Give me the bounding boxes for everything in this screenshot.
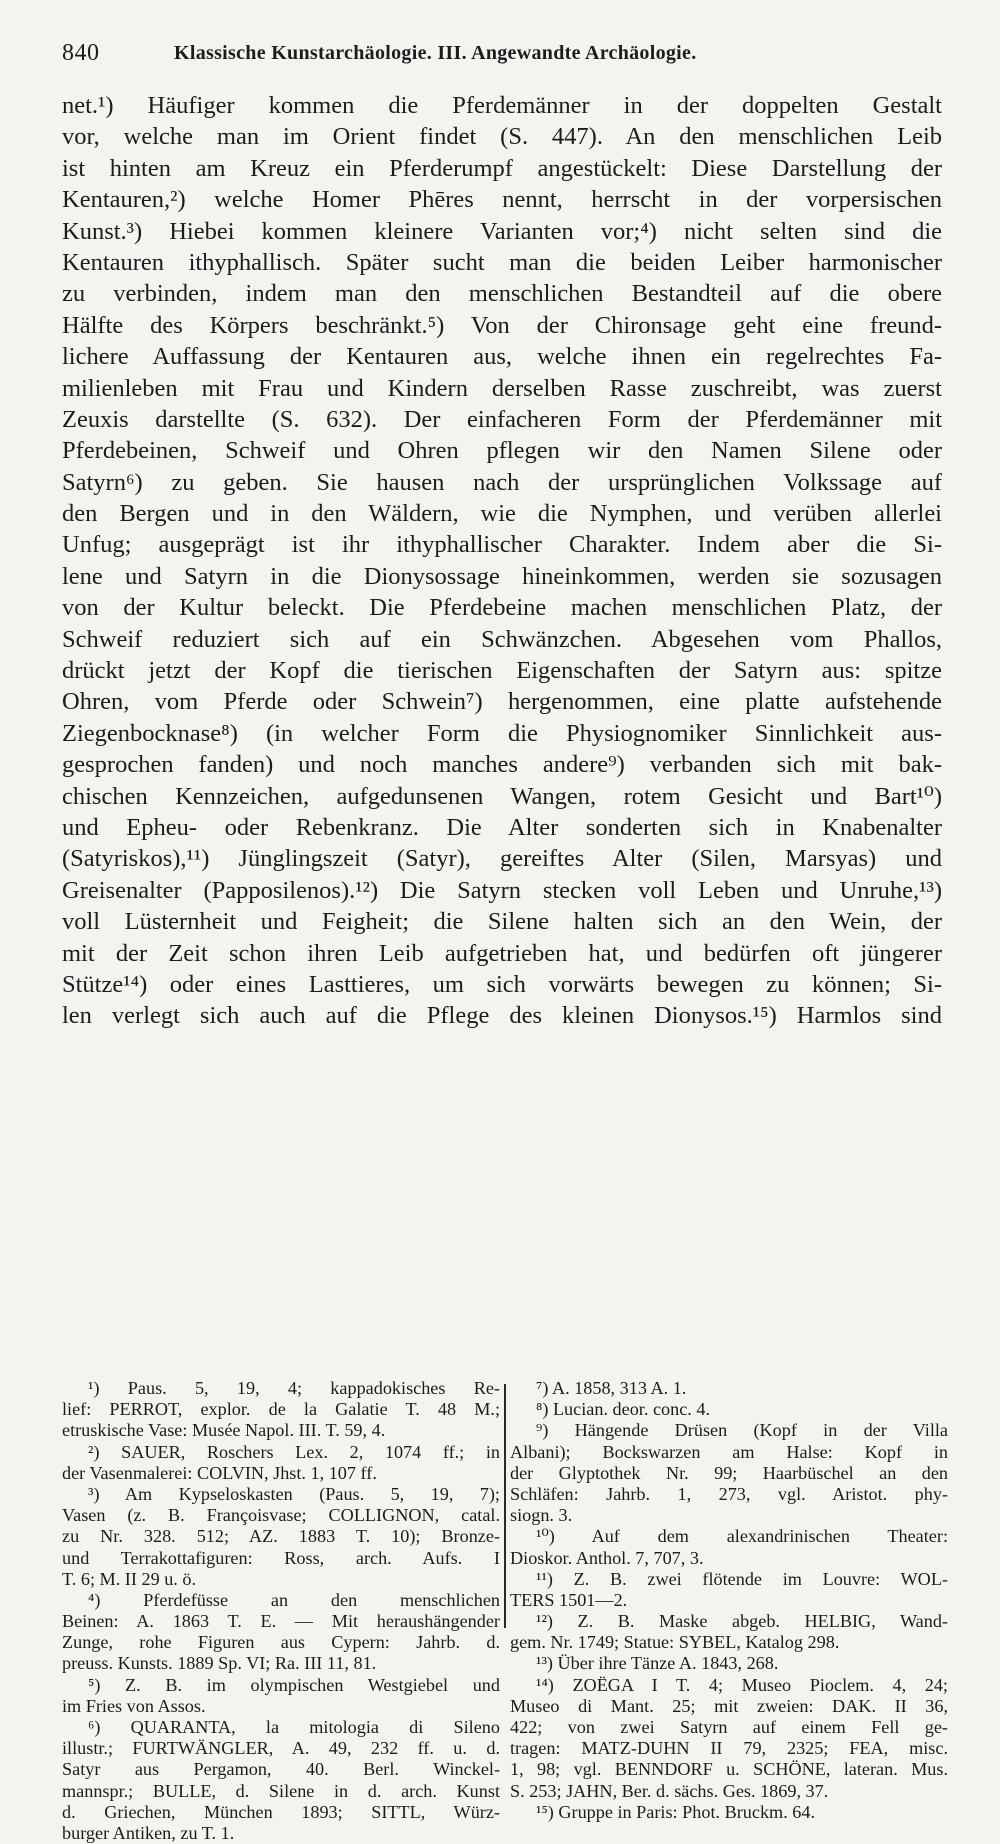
footnotes: [62, 1378, 948, 1843]
text-line: Greisenalter (Papposilenos).¹²) Die Satyrn stecken voll Leben und Unruhe,¹³): [62, 876, 942, 904]
footnote-line: ⁸) Lucian. deor. conc. 4.: [536, 1399, 711, 1420]
footnote-line: gem. Nr. 1749; Statue: SYBEL, Katalog 298.: [510, 1632, 840, 1653]
text-line: zu verbinden, indem man den menschlichen Bestandteil auf die obere: [62, 280, 942, 308]
text-line: chischen Kennzeichen, aufgedunsenen Wangen, rotem Gesicht und Bart¹⁰): [62, 782, 942, 810]
footnote-line: siogn. 3.: [510, 1505, 573, 1526]
footnote-line: ¹⁵) Gruppe in Paris: Phot. Bruckm. 64.: [536, 1801, 816, 1822]
text-line: drückt jetzt der Kopf die tierischen Eigenschaften der Satyrn aus: spitze: [62, 657, 942, 685]
page-header: [62, 32, 940, 76]
footnote-line: zu Nr. 328. 512; AZ. 1883 T. 10); Bronze-: [62, 1526, 500, 1547]
footnote-line: Beinen: A. 1863 T. E. — Mit heraushängender: [62, 1611, 500, 1632]
footnote-line: der Glyptothek Nr. 99; Haarbüschel an den: [510, 1462, 948, 1483]
footnote-line: illustr.; FURTWÄNGLER, A. 49, 232 ff. u. d.: [62, 1738, 500, 1759]
page-number: 840: [62, 40, 100, 66]
footnote-line: T. 6; M. II 29 u. ö.: [62, 1568, 197, 1589]
text-line: len verlegt sich auch auf die Pflege des kleinen Dionysos.¹⁵) Harmlos sind: [62, 1002, 942, 1030]
text-line: (Satyriskos),¹¹) Jünglingszeit (Satyr), gereiftes Alter (Silen, Marsyas) und: [62, 845, 942, 873]
text-line: gesprochen fanden) und noch manches andere⁹) verbanden sich mit bak-: [62, 751, 942, 779]
text-line: net.¹) Häufiger kommen die Pferdemänner in der doppelten Gestalt: [62, 92, 942, 119]
text-line: Kentauren,²) welche Homer Phēres nennt, herrscht in der vorpersischen: [62, 186, 942, 214]
text-line: milienleben mit Frau und Kindern derselben Rasse zuschreibt, was zuerst: [62, 374, 942, 402]
text-line: Stütze¹⁴) oder eines Lasttieres, um sich vorwärts bewegen zu können; Si-: [62, 970, 942, 998]
footnote-line: ⁵) Z. B. im olympischen Westgiebel und: [88, 1674, 500, 1695]
footnote-line: TERS 1501—2.: [510, 1589, 628, 1610]
footnote-line: ⁹) Hängende Drüsen (Kopf in der Villa: [536, 1420, 948, 1441]
text-line: ist hinten am Kreuz ein Pferderumpf angestückelt: Diese Darstellung der: [62, 154, 942, 182]
footnote-line: 1, 98; vgl. BENNDORF u. SCHÖNE, lateran. Mus.: [510, 1759, 948, 1780]
footnote-line: ³) Am Kypseloskasten (Paus. 5, 19, 7);: [88, 1483, 500, 1504]
footnote-line: im Fries von Assos.: [62, 1695, 206, 1716]
footnote-line: ¹³) Über ihre Tänze A. 1843, 268.: [536, 1653, 779, 1674]
text-line: den Bergen und in den Wäldern, wie die Nymphen, und verüben allerlei: [62, 500, 942, 528]
footnote-line: ¹) Paus. 5, 19, 4; kappadokisches Re-: [88, 1378, 500, 1398]
footnote-line: Satyr aus Pergamon, 40. Berl. Winckel-: [62, 1759, 500, 1780]
footnote-line: preuss. Kunsts. 1889 Sp. VI; Ra. III 11, 81.: [62, 1653, 377, 1674]
footnote-line: Dioskor. Anthol. 7, 707, 3.: [510, 1547, 704, 1568]
footnote-line: Zunge, rohe Figuren aus Cypern: Jahrb. d.: [62, 1632, 500, 1653]
text-line: und Epheu- oder Rebenkranz. Die Alter sonderten sich in Knabenalter: [62, 813, 942, 841]
footnotes-left-column: [62, 1378, 500, 1844]
text-line: Hälfte des Körpers beschränkt.⁵) Von der Chironsage geht eine freund-: [62, 311, 942, 339]
footnote-line: etruskische Vase: Musée Napol. III. T. 59, 4.: [62, 1420, 386, 1441]
footnotes-right-column: [510, 1378, 948, 1823]
footnote-line: ¹⁴) ZOËGA I T. 4; Museo Pioclem. 4, 24;: [536, 1674, 948, 1695]
footnote-line: der Vasenmalerei: COLVIN, Jhst. 1, 107 ff.: [62, 1462, 377, 1483]
footnote-line: S. 253; JAHN, Ber. d. sächs. Ges. 1869, 37.: [510, 1780, 829, 1801]
text-line: Zeuxis darstellte (S. 632). Der einfacheren Form der Pferdemänner mit: [62, 405, 942, 433]
text-line: mit der Zeit schon ihren Leib aufgetrieben hat, und bedürfen oft jüngerer: [62, 939, 942, 967]
text-line: lichere Auffassung der Kentauren aus, welche ihnen ein regelrechtes Fa-: [62, 343, 942, 371]
main-text: [62, 90, 942, 1032]
footnote-line: und Terrakottafiguren: Ross, arch. Aufs. I: [62, 1547, 500, 1568]
footnote-line: tragen: MATZ-DUHN II 79, 2325; FEA, misc.: [510, 1738, 948, 1759]
text-line: Ziegenbocknase⁸) (in welcher Form die Physiognomiker Sinnlichkeit aus-: [62, 719, 942, 747]
text-line: Schweif reduziert sich auf ein Schwänzchen. Abgesehen vom Phallos,: [62, 625, 942, 653]
footnote-line: lief: PERROT, explor. de la Galatie T. 48 M.;: [62, 1399, 500, 1420]
footnote-line: burger Antiken, zu T. 1.: [62, 1822, 235, 1843]
text-line: Satyrn⁶) zu geben. Sie hausen nach der ursprünglichen Volkssage auf: [62, 468, 942, 496]
footnote-line: ²) SAUER, Roschers Lex. 2, 1074 ff.; in: [88, 1441, 500, 1462]
column-divider: [504, 1384, 506, 1628]
text-line: Unfug; ausgeprägt ist ihr ithyphallischer Charakter. Indem aber die Si-: [62, 531, 942, 559]
text-line: Ohren, vom Pferde oder Schwein⁷) hergenommen, eine platte aufstehende: [62, 688, 942, 716]
footnote-line: ⁴) Pferdefüsse an den menschlichen: [88, 1589, 500, 1610]
footnote-line: 422; von zwei Satyrn auf einem Fell ge-: [510, 1717, 948, 1737]
footnote-line: mannspr.; BULLE, d. Silene in d. arch. Kunst: [62, 1780, 500, 1801]
text-line: von der Kultur beleckt. Die Pferdebeine machen menschlichen Platz, der: [62, 594, 942, 622]
footnote-line: ¹⁰) Auf dem alexandrinischen Theater:: [536, 1526, 948, 1547]
text-line: vor, welche man im Orient findet (S. 447). An den menschlichen Leib: [62, 123, 942, 151]
footnote-line: Museo di Mant. 25; mit zweien: DAK. II 36,: [510, 1695, 948, 1716]
footnote-line: ¹¹) Z. B. zwei flötende im Louvre: WOL-: [536, 1568, 948, 1589]
footnote-line: Albani); Bockswarzen am Halse: Kopf in: [510, 1441, 948, 1462]
text-line: voll Lüsternheit und Feigheit; die Silene halten sich an den Wein, der: [62, 908, 942, 936]
footnote-line: Vasen (z. B. Françoisvase; COLLIGNON, catal.: [62, 1505, 500, 1526]
running-head: Klassische Kunstarchäologie. III. Angewandte Archäologie.: [174, 42, 697, 64]
footnote-line: d. Griechen, München 1893; SITTL, Würz-: [62, 1801, 500, 1822]
footnote-line: Schläfen: Jahrb. 1, 273, vgl. Aristot. phy-: [510, 1483, 948, 1504]
footnote-line: ⁶) QUARANTA, la mitologia di Sileno: [88, 1717, 500, 1737]
footnote-line: ¹²) Z. B. Maske abgeb. HELBIG, Wand-: [536, 1611, 948, 1632]
text-line: Pferdebeinen, Schweif und Ohren pflegen wir den Namen Silene oder: [62, 437, 942, 465]
footnote-line: ⁷) A. 1858, 313 A. 1.: [536, 1378, 687, 1398]
text-line: lene und Satyrn in die Dionysossage hineinkommen, werden sie sozusagen: [62, 562, 942, 590]
text-line: Kunst.³) Hiebei kommen kleinere Varianten vor;⁴) nicht selten sind die: [62, 217, 942, 245]
text-line: Kentauren ithyphallisch. Später sucht man die beiden Leiber harmonischer: [62, 248, 942, 276]
